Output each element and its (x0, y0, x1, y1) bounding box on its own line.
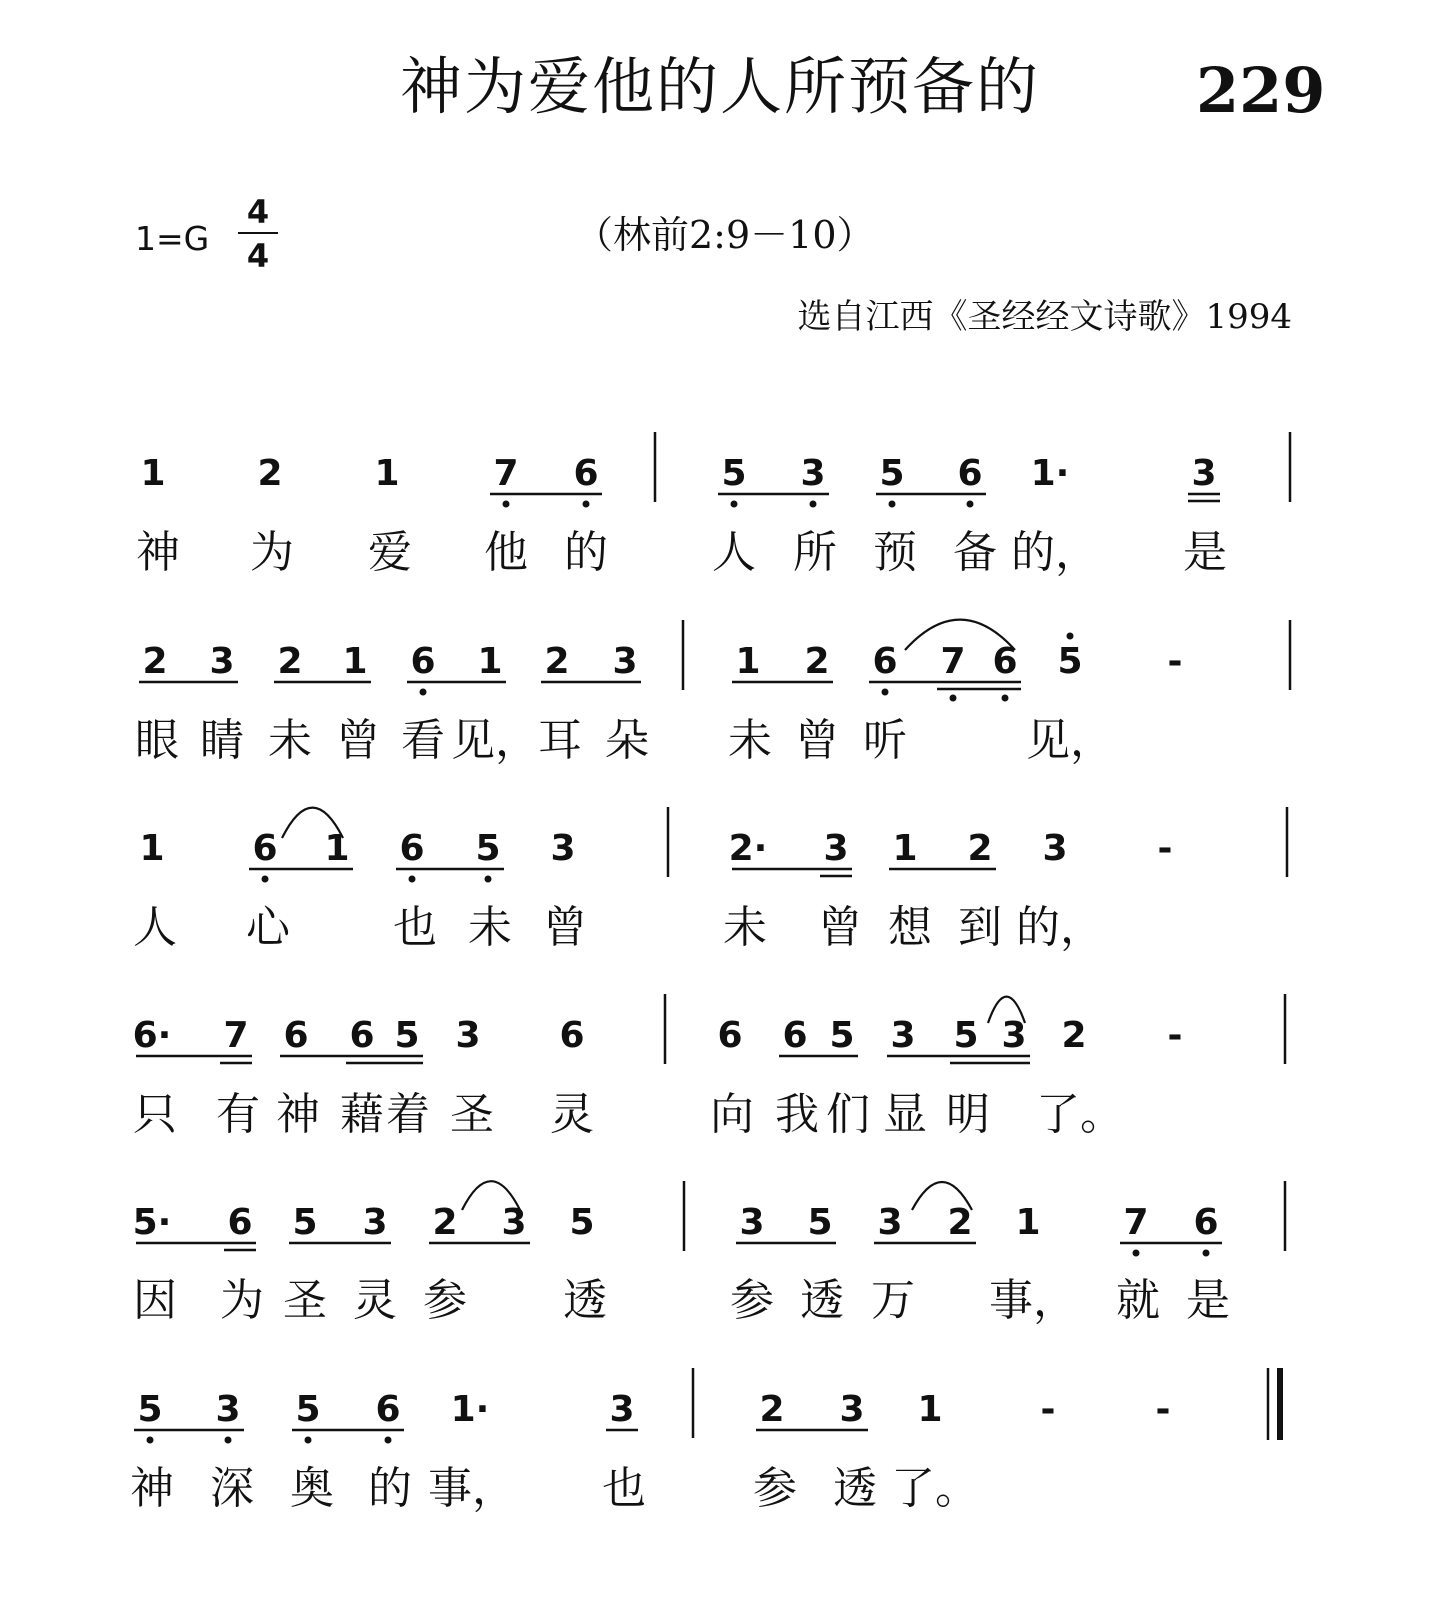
lyric-3-6: 未 (723, 902, 767, 953)
lyric-2-6: 见， (451, 715, 539, 766)
octave-dot-1-6 (967, 501, 974, 508)
lyric-4-9: 我 (775, 1089, 819, 1140)
note-2-8: 3 (612, 641, 638, 682)
lyric-1-4: 他 (484, 527, 528, 578)
lyric-4-13: 了。 (1036, 1089, 1124, 1140)
lyric-1-3: 爱 (368, 527, 412, 578)
note-3-9: 1 (892, 828, 918, 869)
note-2-9: 1 (735, 641, 761, 682)
note-3-4: 6 (399, 828, 425, 869)
lyric-4-12: 明 (946, 1089, 990, 1140)
note-2-5: 6 (410, 641, 436, 682)
note-4-4: 6 (349, 1015, 375, 1056)
hymn-title: 神为爱他的人所预备的 (400, 50, 1041, 123)
lyric-1-2: 为 (250, 527, 294, 578)
lyric-6-3: 奥 (290, 1463, 334, 1514)
octave-dot-2-2 (882, 689, 889, 696)
lyric-1-7: 所 (793, 527, 837, 578)
octave-dot-3-2 (409, 876, 416, 883)
lyric-2-11: 听 (863, 715, 907, 766)
note-1-2: 2 (257, 453, 283, 494)
lyric-5-3: 圣 (283, 1275, 327, 1326)
note-1-7: 3 (800, 453, 826, 494)
note-5-13: 7 (1123, 1202, 1149, 1243)
note-4-12: 5 (953, 1015, 979, 1056)
lyric-2-9: 未 (728, 715, 772, 766)
note-5-5: 2 (432, 1202, 458, 1243)
lyric-4-7: 灵 (550, 1089, 594, 1140)
lyric-1-10: 的， (1011, 527, 1099, 578)
lyric-4-4: 藉 (340, 1089, 384, 1140)
note-3-12: - (1157, 828, 1173, 869)
lyric-3-5: 曾 (543, 902, 587, 953)
note-5-7: 5 (569, 1202, 595, 1243)
octave-dot-6-3 (305, 1437, 312, 1444)
lyric-1-6: 人 (712, 527, 756, 578)
lyric-6-4: 的 (368, 1463, 412, 1514)
note-6-7: 2 (759, 1389, 785, 1430)
lyric-5-9: 万 (871, 1275, 915, 1326)
lyric-5-4: 灵 (353, 1275, 397, 1326)
note-5-9: 5 (807, 1202, 833, 1243)
note-1-8: 5 (879, 453, 905, 494)
note-5-6: 3 (501, 1202, 527, 1243)
octave-dot-2-3 (950, 695, 957, 702)
lyric-2-3: 未 (268, 715, 312, 766)
lyric-4-8: 向 (710, 1089, 754, 1140)
octave-dot-1-2 (583, 501, 590, 508)
lyric-5-7: 参 (730, 1275, 774, 1326)
note-3-8: 3 (823, 828, 849, 869)
note-4-13: 3 (1001, 1015, 1027, 1056)
note-5-2: 6 (227, 1202, 253, 1243)
octave-dot-2-4 (1002, 695, 1009, 702)
lyric-4-6: 圣 (450, 1089, 494, 1140)
octave-dot-6-2 (225, 1437, 232, 1444)
lyric-6-5: 事， (428, 1463, 516, 1514)
lyric-4-3: 神 (276, 1089, 320, 1140)
lyric-2-2: 睛 (200, 715, 244, 766)
octave-dot-1-4 (810, 501, 817, 508)
lyric-3-4: 未 (468, 902, 512, 953)
note-2-13: 6 (992, 641, 1018, 682)
note-4-7: 6 (559, 1015, 585, 1056)
lyric-2-8: 朵 (605, 715, 649, 766)
lyric-5-11: 就 (1116, 1275, 1160, 1326)
lyric-3-3: 也 (393, 902, 437, 953)
lyric-2-5: 看 (401, 715, 445, 766)
note-1-3: 1 (374, 453, 400, 494)
time-signature-bottom: 4 (246, 237, 270, 275)
note-1-1: 1 (140, 453, 166, 494)
note-4-15: - (1167, 1015, 1183, 1056)
lyric-3-7: 曾 (818, 902, 862, 953)
octave-dot-5-1 (1133, 1250, 1140, 1257)
lyric-5-1: 因 (133, 1275, 177, 1326)
note-2-3: 2 (277, 641, 303, 682)
note-3-6: 3 (550, 828, 576, 869)
note-4-8: 6 (717, 1015, 743, 1056)
lyric-2-1: 眼 (135, 715, 179, 766)
octave-dot-6-1 (147, 1437, 154, 1444)
lyric-4-2: 有 (216, 1089, 260, 1140)
note-2-2: 3 (209, 641, 235, 682)
lyric-4-11: 显 (883, 1089, 927, 1140)
key-signature: 1=G (135, 219, 210, 258)
lyric-2-10: 曾 (795, 715, 839, 766)
lyric-6-6: 也 (602, 1463, 646, 1514)
note-5-12: 1 (1015, 1202, 1041, 1243)
note-6-4: 6 (375, 1389, 401, 1430)
lyric-1-9: 备 (953, 527, 997, 578)
octave-dot-5-2 (1203, 1250, 1210, 1257)
note-4-11: 3 (890, 1015, 916, 1056)
time-signature-top: 4 (246, 193, 270, 231)
note-2-6: 1 (477, 641, 503, 682)
lyric-5-8: 透 (800, 1275, 844, 1326)
octave-dot-3-3 (485, 876, 492, 883)
lyric-6-2: 深 (210, 1463, 254, 1514)
octave-dot-1-1 (503, 501, 510, 508)
note-1-11: 3 (1191, 453, 1217, 494)
note-3-7: 2· (728, 828, 768, 869)
note-5-1: 5· (132, 1202, 172, 1243)
note-6-9: 1 (917, 1389, 943, 1430)
lyric-2-12: 见， (1026, 715, 1114, 766)
note-6-11: - (1155, 1389, 1171, 1430)
note-3-10: 2 (967, 828, 993, 869)
lyric-1-1: 神 (136, 527, 180, 578)
lyric-5-2: 为 (220, 1275, 264, 1326)
lyric-4-5: 着 (386, 1089, 430, 1140)
lyric-1-8: 预 (873, 527, 917, 578)
source-credit: 选自江西《圣经经文诗歌》1994 (797, 297, 1292, 337)
note-5-10: 3 (877, 1202, 903, 1243)
lyric-6-8: 透 (833, 1463, 877, 1514)
lyric-2-4: 曾 (336, 715, 380, 766)
note-1-10: 1· (1030, 453, 1070, 494)
note-3-11: 3 (1042, 828, 1068, 869)
note-2-10: 2 (804, 641, 830, 682)
note-6-5: 1· (450, 1389, 490, 1430)
note-1-4: 7 (493, 453, 519, 494)
note-6-1: 5 (137, 1389, 163, 1430)
note-6-10: - (1040, 1389, 1056, 1430)
lyric-3-9: 到 (958, 902, 1002, 953)
lyric-3-10: 的， (1016, 902, 1104, 953)
lyric-6-1: 神 (130, 1463, 174, 1514)
note-5-11: 2 (947, 1202, 973, 1243)
note-4-14: 2 (1061, 1015, 1087, 1056)
lyric-3-8: 想 (888, 902, 932, 953)
lyric-4-10: 们 (826, 1089, 870, 1140)
note-2-1: 2 (142, 641, 168, 682)
octave-dot-2-5 (1067, 633, 1074, 640)
note-1-5: 6 (573, 453, 599, 494)
scripture-reference: （林前2:9－10） (575, 213, 875, 257)
octave-dot-6-4 (385, 1437, 392, 1444)
note-1-6: 5 (721, 453, 747, 494)
octave-dot-2-1 (420, 689, 427, 696)
lyric-5-6: 透 (563, 1275, 607, 1326)
note-4-5: 5 (394, 1015, 420, 1056)
note-6-8: 3 (839, 1389, 865, 1430)
lyric-3-1: 人 (133, 902, 177, 953)
note-5-8: 3 (739, 1202, 765, 1243)
note-3-1: 1 (139, 828, 165, 869)
note-2-7: 2 (544, 641, 570, 682)
note-2-12: 7 (940, 641, 966, 682)
lyric-3-2: 心 (246, 902, 290, 953)
lyric-6-9: 了。 (891, 1463, 979, 1514)
note-2-15: - (1167, 641, 1183, 682)
lyric-5-10: 事， (989, 1275, 1077, 1326)
lyric-1-5: 的 (564, 527, 608, 578)
octave-dot-3-1 (262, 876, 269, 883)
note-5-14: 6 (1193, 1202, 1219, 1243)
lyric-1-11: 是 (1183, 527, 1227, 578)
note-2-4: 1 (342, 641, 368, 682)
lyric-2-7: 耳 (538, 715, 582, 766)
note-3-2: 6 (252, 828, 278, 869)
note-4-10: 5 (829, 1015, 855, 1056)
note-3-3: 1 (324, 828, 350, 869)
note-6-3: 5 (295, 1389, 321, 1430)
lyric-6-7: 参 (753, 1463, 797, 1514)
lyric-5-5: 参 (423, 1275, 467, 1326)
note-5-3: 5 (292, 1202, 318, 1243)
note-4-2: 7 (223, 1015, 249, 1056)
lyric-5-12: 是 (1186, 1275, 1230, 1326)
note-6-2: 3 (215, 1389, 241, 1430)
note-5-4: 3 (362, 1202, 388, 1243)
hymn-number: 229 (1196, 54, 1326, 127)
note-6-6: 3 (609, 1389, 635, 1430)
octave-dot-1-3 (731, 501, 738, 508)
note-4-1: 6· (132, 1015, 172, 1056)
note-2-14: 5 (1057, 641, 1083, 682)
note-2-11: 6 (872, 641, 898, 682)
lyric-4-1: 只 (133, 1089, 177, 1140)
note-4-6: 3 (455, 1015, 481, 1056)
octave-dot-1-5 (889, 501, 896, 508)
note-3-5: 5 (475, 828, 501, 869)
note-1-9: 6 (957, 453, 983, 494)
note-4-3: 6 (283, 1015, 309, 1056)
note-4-9: 6 (782, 1015, 808, 1056)
